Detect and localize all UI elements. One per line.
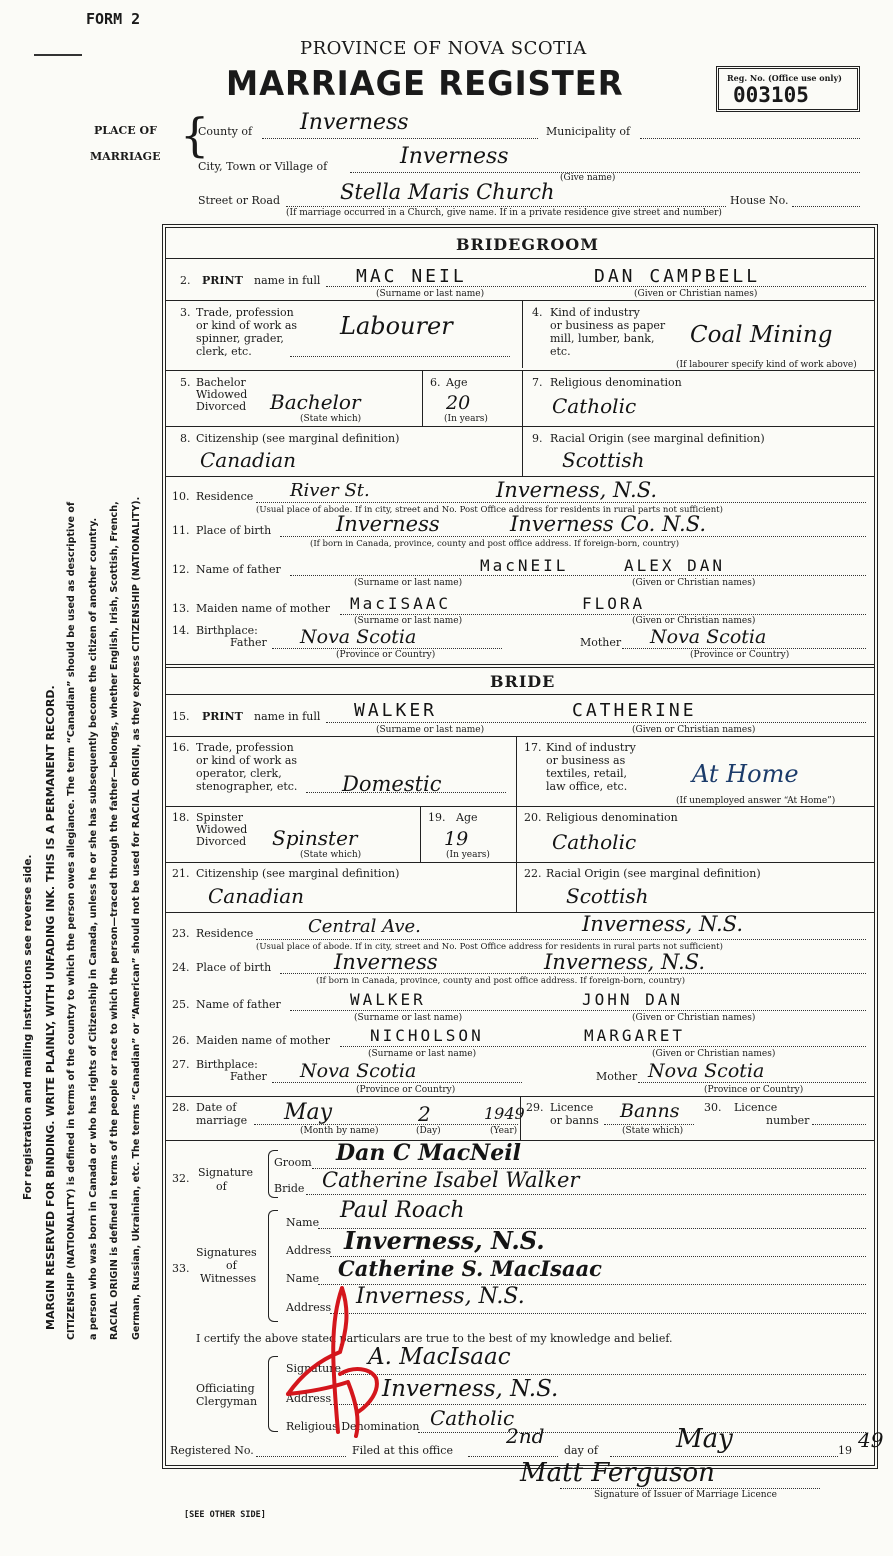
issuer-signature: Matt Ferguson [520, 1458, 715, 1488]
licence-type: Banns [620, 1100, 680, 1122]
rule [340, 1046, 866, 1047]
marriage-label: MARRIAGE [90, 150, 161, 163]
f30-num: 30. [704, 1101, 722, 1114]
f22-label: Racial Origin (see marginal definition) [546, 867, 761, 880]
f6-num: 6. [430, 376, 441, 389]
f27-label: Birthplace: [196, 1058, 258, 1071]
in-years: (In years) [444, 414, 488, 424]
bride-in-years: (In years) [446, 850, 490, 860]
f17-l2: or business as [546, 754, 626, 767]
f3-l2: or kind of work as [196, 319, 298, 332]
rule [420, 806, 421, 862]
rule [165, 258, 875, 259]
clergy-denomination: Catholic [430, 1406, 515, 1430]
f24-label: Place of birth [196, 961, 272, 974]
f22-num: 22. [524, 867, 542, 880]
bracket-witnesses [268, 1210, 278, 1322]
city-label: City, Town or Village of [198, 160, 328, 173]
marriage-month: May [284, 1100, 333, 1125]
clergy-l1: Officiating [196, 1382, 255, 1395]
f20-label: Religious denomination [546, 811, 678, 824]
rule [256, 502, 866, 503]
rule [340, 614, 866, 615]
f8-label: Citizenship (see marginal definition) [196, 432, 400, 445]
see-other-side: [SEE OTHER SIDE] [184, 1510, 266, 1520]
rule [516, 806, 517, 862]
f3-l4: clerk, etc. [196, 345, 252, 358]
f26-label: Maiden name of mother [196, 1034, 331, 1047]
rule [812, 1124, 866, 1125]
f18-l1: Spinster [196, 811, 244, 824]
certify-statement: I certify the above stated particulars are true to the best of my knowledge and belief. [196, 1332, 673, 1345]
rule [165, 476, 875, 477]
clergy-signature: A. MacIsaac [368, 1344, 511, 1370]
year-note: (Year) [490, 1126, 518, 1136]
f2-print: PRINT [202, 274, 243, 287]
w2-address-label: Address [286, 1301, 332, 1314]
street-label: Street or Road [198, 194, 281, 207]
w2-address: Inverness, N.S. [356, 1284, 525, 1309]
f27-father-label: Father [230, 1070, 267, 1083]
rule [306, 1194, 866, 1195]
rule [290, 575, 866, 576]
f15-print: PRINT [202, 710, 243, 723]
licence-state-which: (State which) [622, 1126, 684, 1136]
bride-residence-note: (Usual place of abode. If in city, street and No. Post Office address for residents in rural parts not sufficient) [256, 942, 723, 952]
f20-num: 20. [524, 811, 542, 824]
f14-num: 14. [172, 624, 190, 637]
f33-l1: Signatures [196, 1246, 257, 1259]
f10-num: 10. [172, 490, 190, 503]
bride-age: 19 [444, 828, 469, 850]
groom-industry: Coal Mining [690, 322, 833, 348]
f4-l2: or business as paper [550, 319, 666, 332]
f29-l2: or banns [550, 1114, 599, 1127]
groom-signature: Dan C MacNeil [336, 1140, 521, 1166]
reg-no-box [716, 66, 860, 112]
bride-mother-surname: NICHOLSON [370, 1026, 484, 1045]
bride-residence-street: Central Ave. [308, 916, 421, 937]
groom-residence-street: River St. [290, 480, 370, 501]
w1-name-label: Name [286, 1216, 320, 1229]
rule [516, 862, 517, 912]
bride-father-birthplace: Nova Scotia [300, 1060, 417, 1082]
f15-label: name in full [254, 710, 321, 723]
f17-l1: Kind of industry [546, 741, 636, 754]
give-name-note: (Give name) [560, 173, 616, 183]
f5-l2: Widowed [196, 388, 248, 401]
bracket-clergy [268, 1356, 278, 1432]
rule [340, 1374, 866, 1375]
f3-l3: spinner, grader, [196, 332, 284, 345]
f5-l3: Divorced [196, 400, 247, 413]
year-prefix: 19 [838, 1444, 852, 1457]
f27-mother-label: Mother [596, 1070, 638, 1083]
f28-l2: marriage [196, 1114, 248, 1127]
f23-label: Residence [196, 927, 254, 940]
groom-religion: Catholic [552, 394, 637, 418]
f30-l2: number [766, 1114, 810, 1127]
f12-num: 12. [172, 563, 190, 576]
f16-l1: Trade, profession [196, 741, 294, 754]
city-value: Inverness [400, 144, 509, 169]
bride-given: CATHERINE [572, 700, 697, 721]
bride-trade: Domestic [342, 772, 442, 796]
bridegroom-heading: BRIDEGROOM [456, 235, 599, 254]
clergy-sig-label: Signature [286, 1362, 342, 1375]
bride-citizenship: Canadian [208, 884, 305, 908]
bride-father-given-note: (Given or Christian names) [632, 1013, 756, 1023]
rule [254, 1124, 518, 1125]
house-line [792, 206, 860, 207]
rule [165, 370, 875, 371]
county-value: Inverness [300, 110, 409, 135]
bride-given-note: (Given or Christian names) [632, 725, 756, 735]
groom-birth-county: Inverness Co. N.S. [510, 512, 707, 536]
margin-line-5: RACIAL ORIGIN is defined in terms of the people or race to which the person—traced through the father—belongs, whether English, Irish, Scottish, French, [109, 501, 120, 1340]
bride-surname-note: (Surname or last name) [376, 725, 485, 735]
f24-num: 24. [172, 961, 190, 974]
groom-trade: Labourer [340, 312, 453, 340]
rule [165, 664, 875, 665]
f12-label: Name of father [196, 563, 281, 576]
w1-name: Paul Roach [340, 1198, 465, 1223]
groom-sig-label: Groom [274, 1156, 312, 1169]
rule [330, 1313, 866, 1314]
f14-mother-label: Mother [580, 636, 622, 649]
groom-citizenship: Canadian [200, 448, 297, 472]
bride-racial: Scottish [566, 884, 649, 908]
clergy-address: Inverness, N.S. [382, 1376, 559, 1402]
bride-father-given: JOHN DAN [582, 990, 684, 1009]
f32-num: 32. [172, 1172, 190, 1185]
bride-heading: BRIDE [490, 672, 556, 691]
w1-address: Inverness, N.S. [344, 1226, 545, 1255]
groom-racial: Scottish [562, 448, 645, 472]
f19-num: 19. [428, 811, 446, 824]
marriage-year: 1949 [484, 1104, 525, 1123]
rule [165, 694, 875, 695]
f5-l1: Bachelor [196, 376, 246, 389]
f21-num: 21. [172, 867, 190, 880]
marriage-day: 2 [418, 1102, 431, 1126]
county-label: County of [198, 125, 253, 138]
rule [330, 1404, 866, 1405]
groom-father-surname: MacNEIL [480, 556, 569, 575]
rule [272, 648, 502, 649]
f4-l4: etc. [550, 345, 571, 358]
rule [610, 1456, 838, 1457]
margin-instructions [18, 90, 147, 1340]
rule [638, 1082, 866, 1083]
street-value: Stella Maris Church [340, 180, 555, 204]
rule [622, 648, 866, 649]
bride-signature: Catherine Isabel Walker [322, 1168, 580, 1192]
bride-mother-birthplace: Nova Scotia [648, 1060, 765, 1082]
f33-l3: Witnesses [200, 1272, 257, 1285]
groom-status: Bachelor [270, 390, 361, 414]
f15-num: 15. [172, 710, 190, 723]
w2-name-label: Name [286, 1272, 320, 1285]
f14-father-label: Father [230, 636, 267, 649]
f23-num: 23. [172, 927, 190, 940]
rule [306, 792, 506, 793]
mother-surname-note: (Surname or last name) [354, 616, 463, 626]
f30-l1: Licence [734, 1101, 778, 1114]
rule [165, 806, 875, 807]
brace: { [180, 108, 210, 162]
rule [256, 1456, 346, 1457]
f16-l2: or kind of work as [196, 754, 298, 767]
groom-birth-town: Inverness [336, 512, 440, 536]
bride-birth-note: (If born in Canada, province, county and post office address. If foreign-born, country) [316, 976, 686, 986]
groom-given: DAN CAMPBELL [594, 266, 761, 287]
f28-l1: Date of [196, 1101, 237, 1114]
f25-label: Name of father [196, 998, 281, 1011]
bride-religion: Catholic [552, 830, 637, 854]
municipality-label: Municipality of [546, 125, 631, 138]
f5-num: 5. [180, 376, 191, 389]
birth-note: (If born in Canada, province, county and post office address. If foreign-born, country) [310, 539, 680, 549]
f4-num: 4. [532, 306, 543, 319]
street-line [286, 206, 726, 207]
margin-line-6: German, Russian, Ukrainian, etc. The terms “Canadian” or “American” should not be used for RACIAL ORIGIN, as they express CITIZENSHIP (NATIONALITY). [130, 496, 142, 1340]
margin-line-4: a person who was born in Canada or who has rights of Citizenship in Canada, unless he or she has subsequently become the citizen of another country. [87, 517, 99, 1340]
f8-num: 8. [180, 432, 191, 445]
f18-l2: Widowed [196, 823, 248, 836]
bride-industry: At Home [692, 760, 799, 788]
rule [165, 736, 875, 737]
f18-l3: Divorced [196, 835, 247, 848]
ink-mark [34, 54, 82, 56]
groom-mother-surname: MacISAAC [350, 594, 452, 613]
rule [280, 536, 866, 537]
f13-label: Maiden name of mother [196, 602, 331, 615]
f33-l2: of [226, 1259, 237, 1272]
rule [522, 426, 523, 476]
rule [256, 939, 866, 940]
rule [520, 1096, 521, 1140]
month-note: (Month by name) [300, 1126, 379, 1136]
rule [165, 862, 875, 863]
f11-label: Place of birth [196, 524, 272, 537]
f7-label: Religious denomination [550, 376, 682, 389]
page-title: MARRIAGE REGISTER [226, 64, 624, 104]
f9-label: Racial Origin (see marginal definition) [550, 432, 765, 445]
f17-note: (If unemployed answer “At Home”) [676, 796, 836, 806]
rule [522, 300, 523, 368]
mother-given-note: (Given or Christian names) [632, 616, 756, 626]
f2-num: 2. [180, 274, 191, 287]
w1-address-label: Address [286, 1244, 332, 1257]
rule [522, 370, 523, 426]
f14-mother-note: (Province or Country) [690, 650, 790, 660]
bride-birth-county: Inverness, N.S. [544, 950, 706, 974]
municipality-line [640, 138, 860, 139]
filed-year: 49 [858, 1428, 884, 1452]
rule [165, 300, 875, 301]
f27-mother-note: (Province or Country) [704, 1085, 804, 1095]
street-note: (If marriage occurred in a Church, give name. If in a private residence give street and number) [286, 208, 722, 218]
f14-label: Birthplace: [196, 624, 258, 637]
rule [326, 722, 866, 723]
f7-num: 7. [532, 376, 543, 389]
rule [560, 1488, 820, 1489]
rule [272, 1082, 522, 1083]
groom-mother-birthplace: Nova Scotia [650, 626, 767, 648]
clergy-l2: Clergyman [196, 1395, 258, 1408]
f33-num: 33. [172, 1262, 190, 1275]
f19-label: Age [456, 811, 478, 824]
f4-l1: Kind of industry [550, 306, 640, 319]
clergy-address-label: Address [286, 1392, 332, 1405]
filed-day: 2nd [506, 1424, 545, 1448]
f29-l1: Licence [550, 1101, 594, 1114]
f18-num: 18. [172, 811, 190, 824]
rule [165, 912, 875, 913]
bride-residence-town: Inverness, N.S. [582, 912, 744, 936]
f16-l3: operator, clerk, [196, 767, 282, 780]
margin-line-2: MARGIN RESERVED FOR BINDING. WRITE PLAINLY, WITH UNFADING INK. THIS IS A PERMANENT RECORD. [43, 685, 57, 1330]
rule [165, 667, 875, 668]
groom-age: 20 [446, 392, 471, 414]
groom-mother-given: FLORA [582, 594, 646, 613]
f25-num: 25. [172, 998, 190, 1011]
f9-num: 9. [532, 432, 543, 445]
f32-l2: of [216, 1180, 227, 1193]
bride-mother-given-note: (Given or Christian names) [652, 1049, 776, 1059]
house-label: House No. [730, 194, 789, 207]
rule [290, 356, 510, 357]
f10-label: Residence [196, 490, 254, 503]
rule [422, 370, 423, 426]
groom-residence-town: Inverness, N.S. [496, 478, 658, 502]
margin-line-1: For registration and mailing instructions see reverse side. [22, 854, 34, 1200]
father-given-note: (Given or Christian names) [632, 578, 756, 588]
bride-sig-label: Bride [274, 1182, 305, 1195]
father-surname-note: (Surname or last name) [354, 578, 463, 588]
clergy-denom-label: Religious Denomination [286, 1420, 420, 1433]
f3-l1: Trade, profession [196, 306, 294, 319]
rule [516, 736, 517, 806]
reg-no-value: 003105 [733, 83, 809, 107]
given-note: (Given or Christian names) [634, 289, 758, 299]
groom-father-birthplace: Nova Scotia [300, 626, 417, 648]
bride-status: Spinster [272, 826, 358, 850]
rule [604, 1124, 694, 1125]
f4-l3: mill, lumber, bank, [550, 332, 655, 345]
f17-l4: law office, etc. [546, 780, 628, 793]
f29-num: 29. [526, 1101, 544, 1114]
issuer-label: Signature of Issuer of Marriage Licence [594, 1490, 777, 1500]
bride-mother-given: MARGARET [584, 1026, 686, 1045]
f17-num: 17. [524, 741, 542, 754]
place-of-label: PLACE OF [94, 124, 157, 137]
groom-father-given: ALEX DAN [624, 556, 726, 575]
registered-label: Registered No. [170, 1444, 254, 1457]
residence-note: (Usual place of abode. If in city, street and No. Post Office address for residents in rural parts not sufficient) [256, 505, 723, 515]
bride-surname: WALKER [354, 700, 438, 721]
rule [468, 1456, 558, 1457]
surname-note: (Surname or last name) [376, 289, 485, 299]
bride-mother-surname-note: (Surname or last name) [368, 1049, 477, 1059]
f28-num: 28. [172, 1101, 190, 1114]
rule [418, 1432, 866, 1433]
f27-num: 27. [172, 1058, 190, 1071]
red-pen-mark [280, 1282, 390, 1442]
day-note: (Day) [416, 1126, 441, 1136]
rule [290, 1010, 866, 1011]
f11-num: 11. [172, 524, 190, 537]
margin-line-3: CITIZENSHIP (NATIONALITY) is defined in terms of the country to which the person owes allegiance. The term “Canadian” should be used as descriptive of [66, 501, 77, 1340]
f3-num: 3. [180, 306, 191, 319]
bride-state-which: (State which) [300, 850, 362, 860]
day-of-label: day of [564, 1444, 599, 1457]
f21-label: Citizenship (see marginal definition) [196, 867, 400, 880]
f16-num: 16. [172, 741, 190, 754]
f6-label: Age [446, 376, 468, 389]
reg-no-label: Reg. No. (Office use only) [727, 73, 842, 83]
groom-surname: MAC NEIL [356, 266, 467, 287]
f14-father-note: (Province or Country) [336, 650, 436, 660]
f2-label: name in full [254, 274, 321, 287]
state-which: (State which) [300, 414, 362, 424]
f17-l3: textiles, retail, [546, 767, 628, 780]
f26-num: 26. [172, 1034, 190, 1047]
form-number: FORM 2 [86, 10, 141, 28]
bride-birth-town: Inverness [334, 950, 438, 974]
f27-father-note: (Province or Country) [356, 1085, 456, 1095]
bride-father-surname: WALKER [350, 990, 426, 1009]
filed-label: Filed at this office [352, 1444, 453, 1457]
rule [165, 426, 875, 427]
f16-l4: stenographer, etc. [196, 780, 298, 793]
county-line [262, 138, 538, 139]
bride-father-surname-note: (Surname or last name) [354, 1013, 463, 1023]
f32-l1: Signature [198, 1166, 254, 1179]
f4-note: (If labourer specify kind of work above) [676, 360, 857, 370]
filed-month: May [676, 1424, 733, 1454]
province-heading: PROVINCE OF NOVA SCOTIA [300, 38, 587, 59]
f13-num: 13. [172, 602, 190, 615]
w2-name: Catherine S. MacIsaac [338, 1256, 602, 1281]
